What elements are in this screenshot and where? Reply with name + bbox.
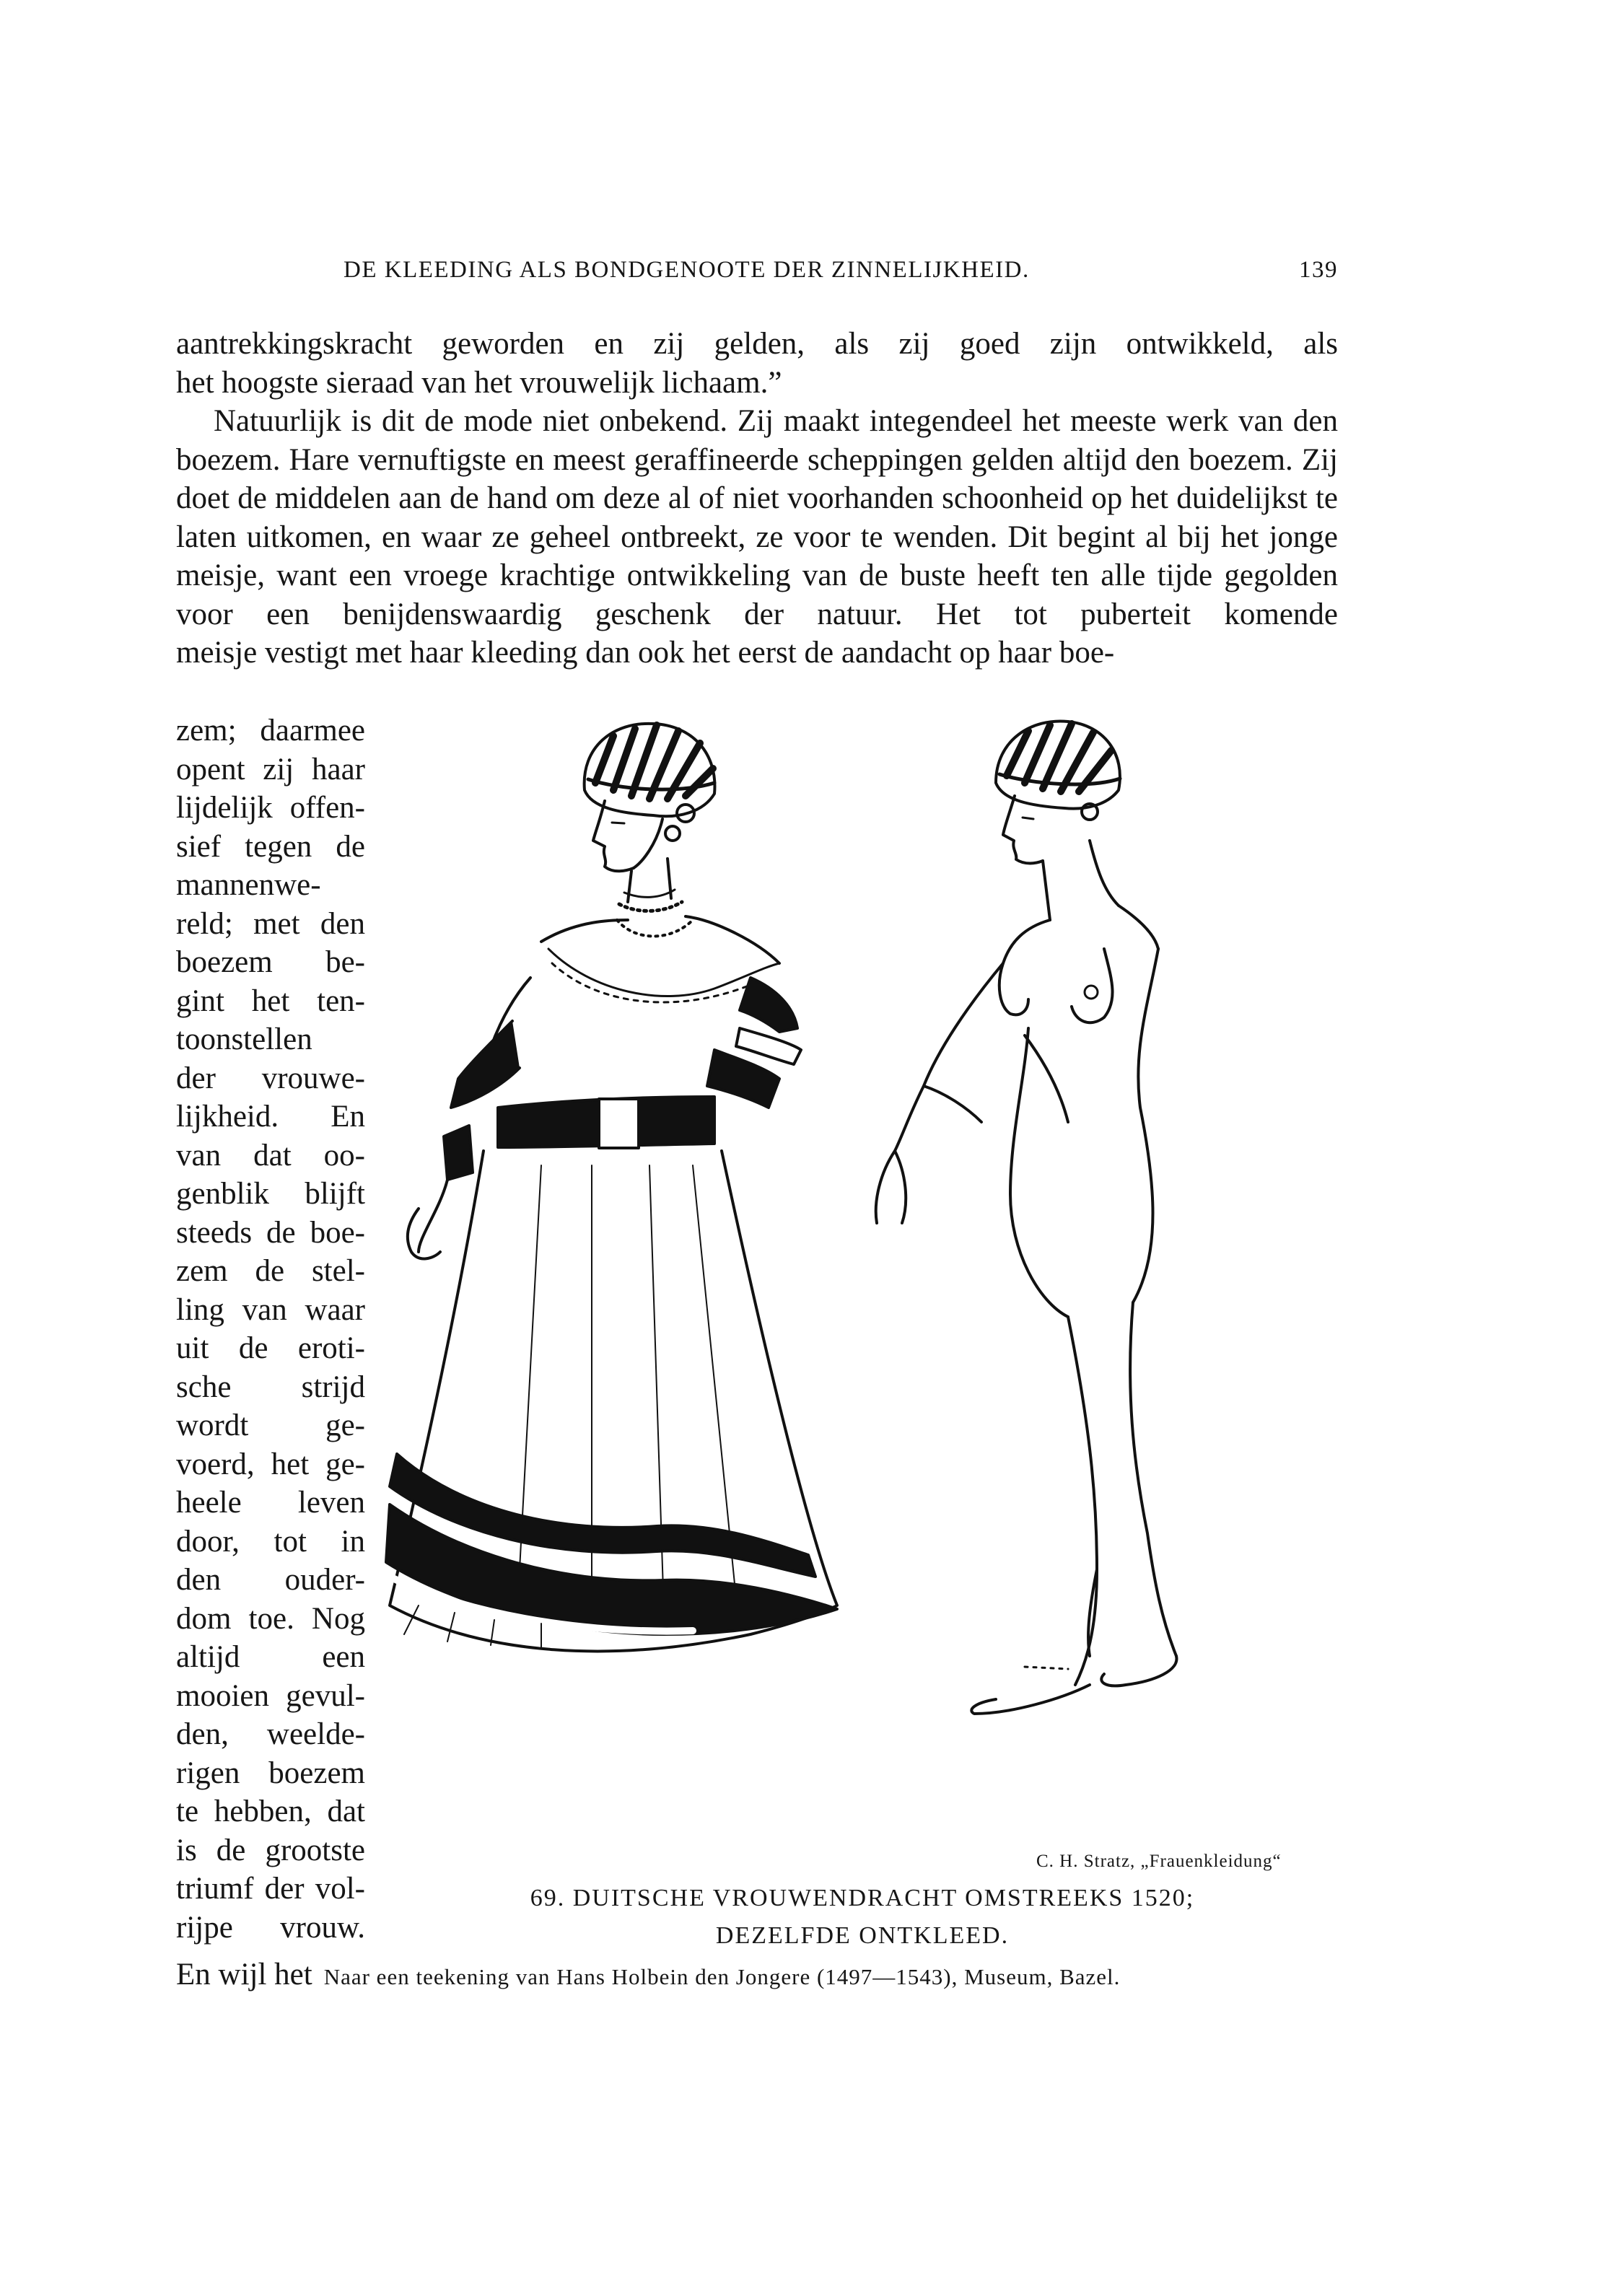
narrow-line: is de grootste [176,1833,365,1867]
text-line: geheel ontbreekt, ze voor te wenden. Dit begint al bij het jonge meisje, want [176,520,1338,592]
narrow-line: zem de stel- [176,1254,365,1288]
text-line: het hoogste sieraad van het vrouwelijk lichaam.” [176,365,782,400]
narrow-line: den, weelde- [176,1717,365,1751]
narrow-line: steeds de boe- [176,1215,365,1250]
narrow-line: van dat oo- [176,1138,365,1173]
running-head [176,257,1338,293]
text-line: meisje vestigt met haar kleeding dan ook het eerst de aandacht op haar boe- [176,636,1115,670]
narrow-line: genblik blijft [176,1177,365,1211]
narrow-line: mooien gevul- [176,1678,365,1713]
narrow-line: den ouder- [176,1563,365,1597]
narrow-line: rijpe vrouw. [176,1910,365,1945]
text-line: voor een benijdenswaardig geschenk der natuur. Het tot puberteit komende [176,597,1338,631]
paragraph-2 [176,402,1338,672]
text-line: aantrekkingskracht geworden en zij gelden, als zij goed zijn ontwikkeld, als [176,327,1338,361]
figure-credit: C. H. Stratz, „Frauenkleidung“ [1036,1852,1282,1871]
unclothed-woman-drawing [876,721,1177,1714]
narrow-line: heele leven [176,1486,365,1520]
body-text [176,325,1338,672]
running-title: DE KLEEDING ALS BONDGENOOTE DER ZINNELIJKHEID. [344,257,1030,283]
narrow-line: der vrouwe- [176,1061,365,1095]
narrow-line: gint het ten- [176,983,365,1018]
narrow-line: door, tot in [176,1524,365,1559]
narrow-line: opent zij haar [176,752,365,786]
narrow-line: wordt ge- [176,1408,365,1442]
narrow-column [176,711,365,1947]
text-line: werk van den boezem. Hare vernuftigste en meest geraffineerde scheppingen [176,404,1338,477]
narrow-line: lijdelijk offen- [176,791,365,825]
narrow-line: boezem be- [176,945,365,979]
narrow-line: toonstellen [176,1022,312,1056]
narrow-line: dom toe. Nog [176,1601,365,1636]
text-line: gelden altijd den boezem. Zij doet de middelen aan de hand om deze al of [176,442,1338,515]
narrow-line: lijkheid. En [176,1100,365,1134]
figure-caption-subtitle: DEZELFDE ONTKLEED. [715,1922,1010,1949]
narrow-line: altijd een [176,1640,365,1674]
figure-source-note: Naar een teekening van Hans Holbein den Jongere (1497—1543), Museum, Bazel. [323,1964,1121,1989]
figure-caption: 69. DUITSCHE VROUWENDRACHT OMSTREEKS 1520; [530,1885,1195,1911]
narrow-line: te hebben, dat [176,1795,365,1828]
figure-source-line [176,1957,1338,1992]
narrow-line: voerd, het ge- [176,1447,365,1481]
text-line: niet voorhanden schoonheid op het duidelijkst te laten uitkomen, en waar ze [176,481,1339,554]
narrow-line: zem; daarmee [176,714,365,748]
narrow-line: mannenwe- [176,868,321,902]
figure-illustration [375,704,1342,1840]
text-line: Natuurlijk is dit de mode niet onbekend. Zij maakt integendeel het meeste [214,404,1157,438]
narrow-line: sche strijd [176,1370,365,1404]
narrow-line: sief tegen de [176,829,365,864]
clothed-woman-drawing [386,724,837,1652]
narrow-line: rigen boezem [176,1756,365,1790]
narrow-line: ling van waar [176,1292,365,1327]
paragraph-1 [176,325,1338,402]
narrow-line: triumf der vol- [176,1872,365,1906]
narrow-line-final: En wijl het [176,1958,312,1992]
narrow-line: reld; met den [176,906,365,941]
text-line: een vroege krachtige ontwikkeling van de buste heeft ten alle tijde gegolden [349,558,1338,592]
narrow-line: uit de eroti- [176,1331,365,1365]
page-number: 139 [1299,257,1338,283]
